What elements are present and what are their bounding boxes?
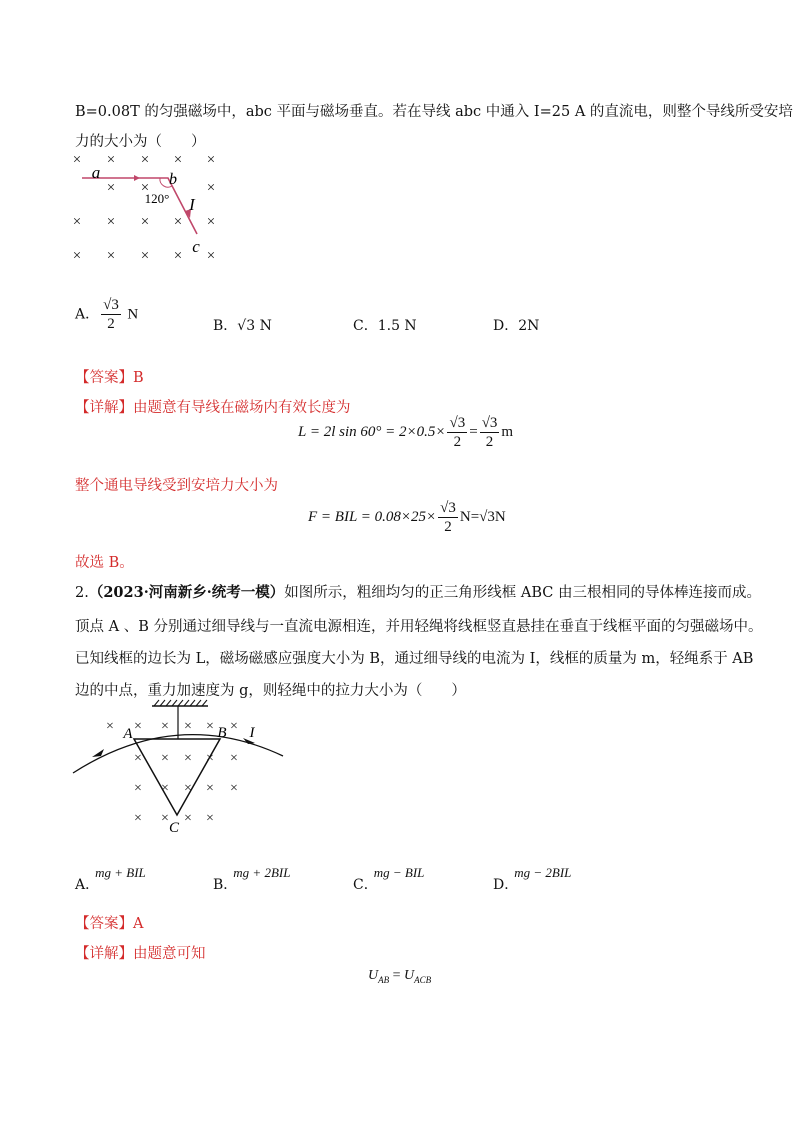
field-cross: × (173, 214, 183, 230)
q2-triangle-frame-figure (70, 698, 300, 843)
q1-option-c[interactable]: C．1.5 N (353, 318, 417, 334)
q1-label-angle: 120° (144, 191, 170, 206)
q1-label-I: I (189, 195, 195, 214)
q2-detail-intro: 【详解】由题意可知 (75, 946, 206, 962)
q2-number: 2. (75, 585, 89, 601)
field-cross: × (184, 719, 192, 734)
q1-stem-line2: 力的大小为（ ） (75, 134, 206, 150)
field-cross: × (134, 811, 142, 826)
field-cross: × (230, 781, 238, 796)
q2-option-d[interactable]: D．mg − 2BIL (493, 865, 572, 893)
field-cross: × (184, 751, 192, 766)
field-cross: × (184, 781, 192, 796)
q1-conclusion: 故选 B。 (75, 555, 134, 571)
field-cross: × (206, 719, 214, 734)
q1-magnetic-field-figure (60, 148, 240, 273)
field-cross: × (161, 811, 169, 826)
field-cross: × (173, 152, 183, 168)
field-cross: × (206, 811, 214, 826)
q1-current-arrow-1 (134, 175, 140, 181)
q1-label-a: a (91, 163, 101, 182)
field-cross: × (134, 751, 142, 766)
q2-source: （2023·河南新乡·统考一模） (88, 584, 285, 601)
q2-label-I: I (249, 725, 255, 741)
field-cross: × (72, 152, 82, 168)
q1-option-b[interactable]: B．√3 N (213, 318, 272, 334)
field-cross: × (206, 248, 216, 264)
q1-label-c: c (192, 237, 200, 256)
field-cross: × (140, 180, 150, 196)
field-cross: × (161, 719, 169, 734)
q1-stem-line1: B=0.08T 的匀强磁场中，abc 平面与磁场垂直。若在导线 abc 中通入 I=25 A 的直流电，则整个导线所受安培 (75, 104, 793, 120)
field-cross: × (106, 152, 116, 168)
q1-equation-length: L = 2l sin 60° = 2×0.5× $\frac{√3}{2}$ = $\frac{√3}{2}$ m (298, 415, 514, 450)
field-cross: × (106, 214, 116, 230)
field-cross: × (173, 248, 183, 264)
q1-option-a-fraction: $\frac{√3}{2}$ (103, 297, 119, 332)
q1-option-a-unit: N (127, 306, 139, 323)
field-cross: × (140, 248, 150, 264)
q2-stem-line1 (75, 581, 761, 602)
field-cross: × (161, 751, 169, 766)
field-cross: × (140, 214, 150, 230)
q1-option-a-label: A． (75, 306, 100, 323)
q1-label-b: b (169, 171, 177, 188)
q2-label-A: A (123, 726, 133, 742)
q2-option-c[interactable]: C．mg − BIL (353, 865, 425, 893)
field-cross: × (206, 781, 214, 796)
field-cross: × (206, 180, 216, 196)
field-cross: × (134, 781, 142, 796)
q1-answer: 【答案】B (75, 370, 144, 386)
field-cross: × (72, 248, 82, 264)
q2-label-B: B (217, 725, 227, 741)
field-cross: × (106, 248, 116, 264)
q2-equation-voltage: $U_{AB} = U_{ACB}$ (368, 968, 432, 985)
q2-answer: 【答案】A (75, 916, 144, 932)
field-cross: × (206, 152, 216, 168)
field-cross: × (72, 214, 82, 230)
q2-stem-line2: 顶点 A 、B 分别通过细导线与一直流电源相连，并用轻绳将线框竖直悬挂在垂直于线框平面的匀强磁场中。 (75, 619, 763, 635)
q2-option-b[interactable]: B．mg + 2BIL (213, 865, 291, 893)
q2-ceiling-hatch (154, 700, 207, 706)
field-cross: × (106, 719, 114, 734)
q2-option-a[interactable]: A．mg + BIL (75, 865, 146, 893)
field-cross: × (161, 781, 169, 796)
field-cross: × (140, 152, 150, 168)
q1-detail-intro: 【详解】由题意有导线在磁场内有效长度为 (75, 400, 351, 416)
q2-stem-line3: 已知线框的边长为 L，磁场磁感应强度大小为 B，通过细导线的电流为 I，线框的质量为 m，轻绳系于 AB (75, 651, 754, 667)
q1-force-intro: 整个通电导线受到安培力大小为 (75, 478, 278, 494)
q1-option-a[interactable] (75, 296, 138, 333)
field-cross: × (206, 751, 214, 766)
q2-label-C: C (168, 820, 180, 836)
q2-stem-line1-text: 如图所示，粗细均匀的正三角形线框 ABC 由三根相同的导体棒连接而成。 (284, 585, 762, 601)
field-cross: × (230, 719, 238, 734)
field-cross: × (206, 214, 216, 230)
field-cross: × (106, 180, 116, 196)
field-cross: × (134, 719, 142, 734)
q1-option-d[interactable]: D．2N (493, 318, 540, 334)
field-cross: × (230, 751, 238, 766)
q1-equation-force: F = BIL = 0.08×25× $\frac{√3}{2}$ N=√3N (308, 500, 506, 535)
field-cross: × (184, 811, 192, 826)
q2-stem-line4: 边的中点，重力加速度为 g，则轻绳中的拉力大小为（ ） (75, 683, 466, 699)
